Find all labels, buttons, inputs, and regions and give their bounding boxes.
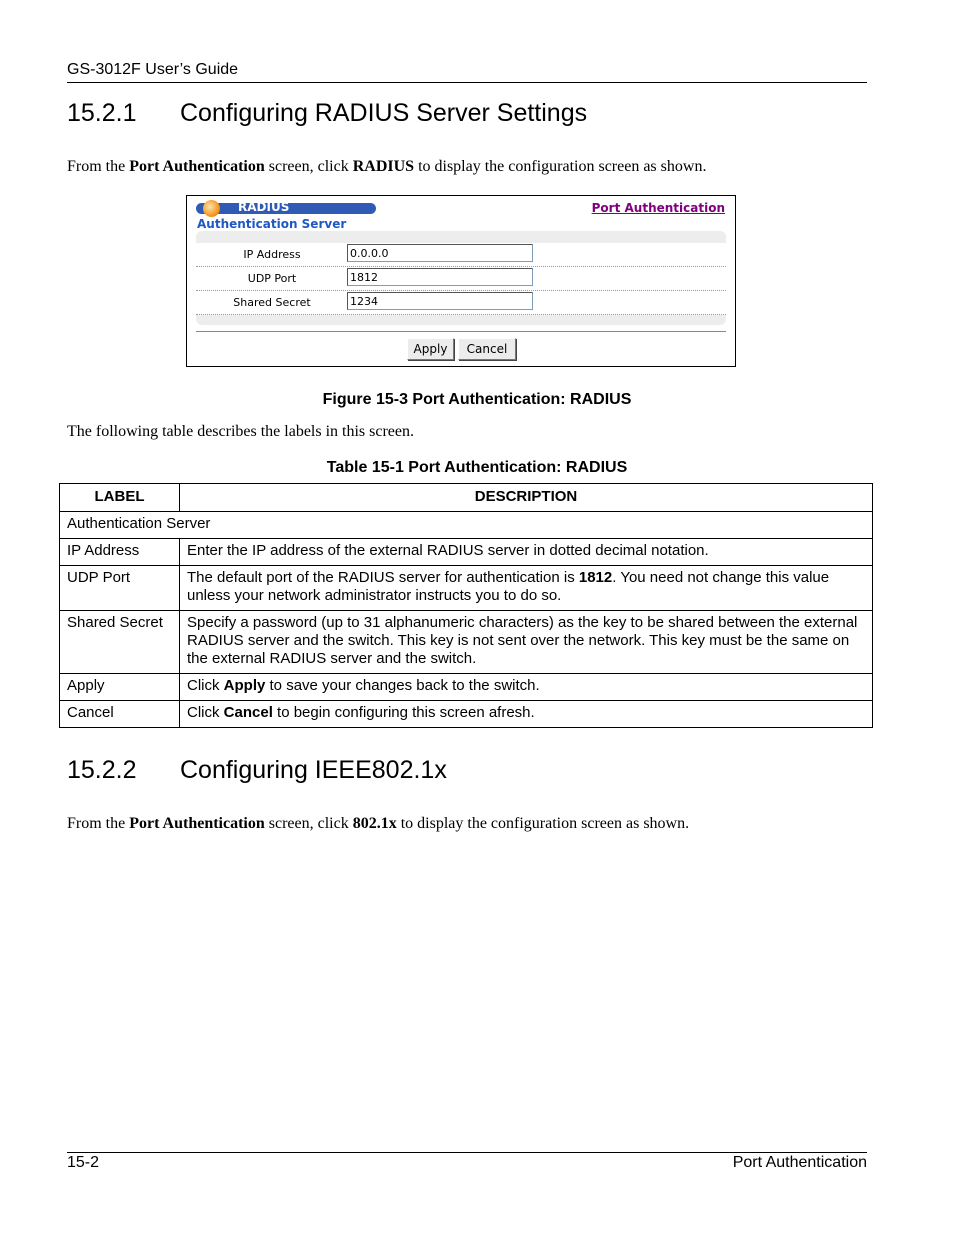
row-label: Apply [60,674,180,701]
figure-caption: Figure 15-3 Port Authentication: RADIUS [322,391,632,408]
header-rule [67,82,867,83]
table-caption: Table 15-1 Port Authentication: RADIUS [326,459,628,476]
ip-address-input[interactable]: 0.0.0.0 [347,244,533,262]
radius-banner-label: RADIUS [238,200,290,214]
table-row [60,566,873,611]
port-authentication-link[interactable]: Port Authentication [591,201,725,215]
row-label: Cancel [60,701,180,728]
row-label: Shared Secret [60,611,180,674]
row-label: UDP Port [60,566,180,611]
shared-secret-label: Shared Secret [233,296,311,309]
table-row [60,539,873,566]
section-title: Configuring IEEE802.1x [180,756,447,784]
udp-port-label: UDP Port [247,272,297,285]
guide-title: GS-3012F User’s Guide [67,61,239,78]
row-label: IP Address [60,539,180,566]
page-number: 15-2 [67,1154,100,1171]
table-row [60,701,873,728]
shared-secret-input[interactable]: 1234 [347,292,533,310]
table-row [60,674,873,701]
row-description: Enter the IP address of the external RADIUS server in dotted decimal notation. [180,539,873,566]
footer-rule [67,1152,867,1153]
banner-bullet-icon [203,200,220,217]
table-header-row [60,484,873,512]
section-number: 15.2.2 [67,756,137,784]
button-separator [196,331,726,332]
section2-intro: From the Port Authentication screen, click 802.1x to display the configuration screen as shown. [67,815,690,832]
apply-button[interactable]: Apply [407,338,454,360]
label-description-table [59,483,873,728]
cancel-button[interactable]: Cancel [458,338,516,360]
authentication-server-title: Authentication Server [197,217,347,231]
group-label: Authentication Server [60,512,873,539]
row-description: Click Cancel to begin configuring this screen afresh. [180,701,873,728]
field-row-udp-port [196,267,726,291]
section-number: 15.2.1 [67,99,137,127]
ip-address-label: IP Address [243,248,301,261]
chapter-name: Port Authentication [732,1154,867,1171]
table-row [60,611,873,674]
field-row-ip-address [196,243,726,267]
row-description: Click Apply to save your changes back to the switch. [180,674,873,701]
row-description: The default port of the RADIUS server for authentication is 1812. You need not change this value unless your network administrator instructs you to do so. [180,566,873,611]
row-description: Specify a password (up to 31 alphanumeric characters) as the key to be shared between the external RADIUS server and the switch. This key is not sent over the network. This key must be the same on the external RADIUS server and the switch. [180,611,873,674]
section1-intro: From the Port Authentication screen, click RADIUS to display the configuration screen as shown. [67,158,707,175]
udp-port-input[interactable]: 1812 [347,268,533,286]
table-group-row [60,512,873,539]
col-description-header: DESCRIPTION [180,484,873,512]
radius-screen-figure [186,195,736,367]
section-title: Configuring RADIUS Server Settings [180,99,588,127]
field-row-shared-secret [196,291,726,315]
col-label-header: LABEL [60,484,180,512]
table-intro: The following table describes the labels in this screen. [67,423,415,440]
